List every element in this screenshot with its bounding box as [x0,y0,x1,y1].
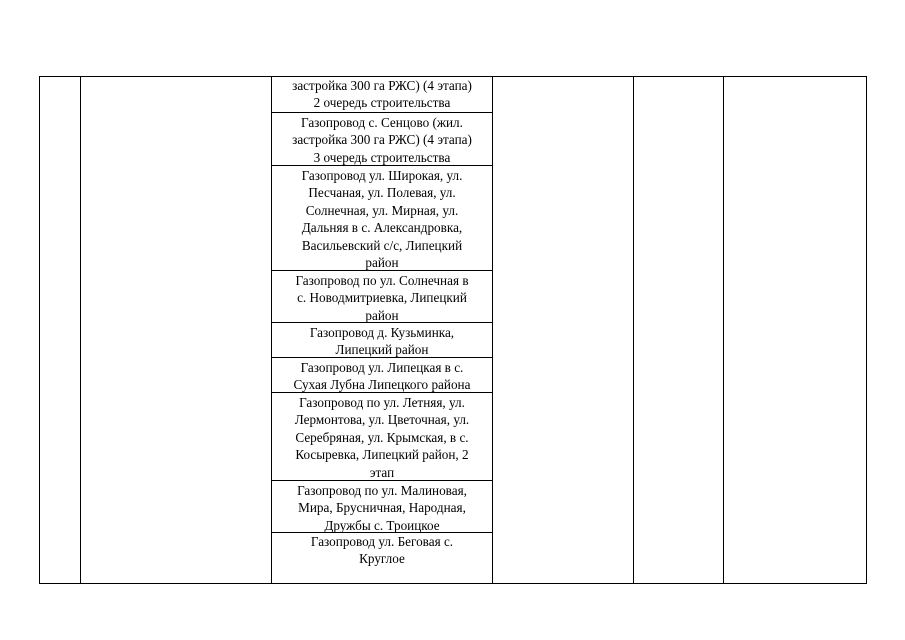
entry-text-line: Песчаная, ул. Полевая, ул. [308,185,456,201]
entry-text-line: Газопровод с. Сенцово (жил. [301,115,463,130]
entry-text-line: Лермонтова, ул. Цветочная, ул. [294,412,470,428]
entry-text-line: Круглое [359,551,405,567]
entry-text-line: этап [369,464,395,480]
entry-text-line: Газопровод ул. Беговая с. [310,534,454,549]
entry-text-line: Газопровод по ул. Малиновая, [297,483,467,498]
entry-text-line: Косыревка, Липецкий район, 2 [295,447,469,463]
entry-text-line: 3 очередь строительства [313,149,451,165]
entry-text-line: район [365,255,399,271]
entry-text-line: Серебряная, ул. Крымская, в с. [295,429,469,445]
list-item [272,166,492,271]
entry-text-line: Газопровод ул. Широкая, ул. [301,168,463,183]
list-item [272,533,492,583]
list-item [272,393,492,481]
entry-text-line: застройка 300 га РЖС) (4 этапа) [292,78,472,93]
entry-text-line: с. Новодмитриевка, Липецкий [297,290,467,306]
entry-text-line: Газопровод по ул. Солнечная в [295,273,469,288]
entry-text-line: Газопровод по ул. Летняя, ул. [299,395,465,410]
table-cell-name [81,77,272,584]
entry-text-line: район [365,307,399,323]
data-table [39,76,867,584]
entry-text-line: Дружбы с. Троицкое [324,517,440,533]
table-cell-col6 [724,77,867,584]
entry-text-line: Васильевский с/с, Липецкий [301,237,463,253]
list-item [272,77,492,113]
table-cell-number [40,77,81,584]
table-row [40,77,867,584]
list-item [272,358,492,393]
entry-text-line: Мира, Брусничная, Народная, [298,500,466,516]
table-cell-col5 [634,77,724,584]
entry-text-line: застройка 300 га РЖС) (4 этапа) [292,132,472,148]
table-cell-objects [272,77,493,584]
table-cell-col4 [493,77,634,584]
entry-text-line: 2 очередь строительства [313,95,451,111]
list-item [272,271,492,323]
entry-text-line: Газопровод д. Кузьминка, [309,325,455,340]
entry-text-line: Липецкий район [335,342,429,358]
entry-text-line: Сухая Лубна Липецкого района [293,377,471,393]
entry-text-line: Газопровод ул. Липецкая в с. [300,360,464,375]
list-item [272,323,492,358]
entry-text-line: Солнечная, ул. Мирная, ул. [305,202,459,218]
list-item [272,481,492,533]
entry-text-line: Дальняя в с. Александровка, [301,220,463,236]
object-list [272,77,492,583]
list-item [272,113,492,166]
